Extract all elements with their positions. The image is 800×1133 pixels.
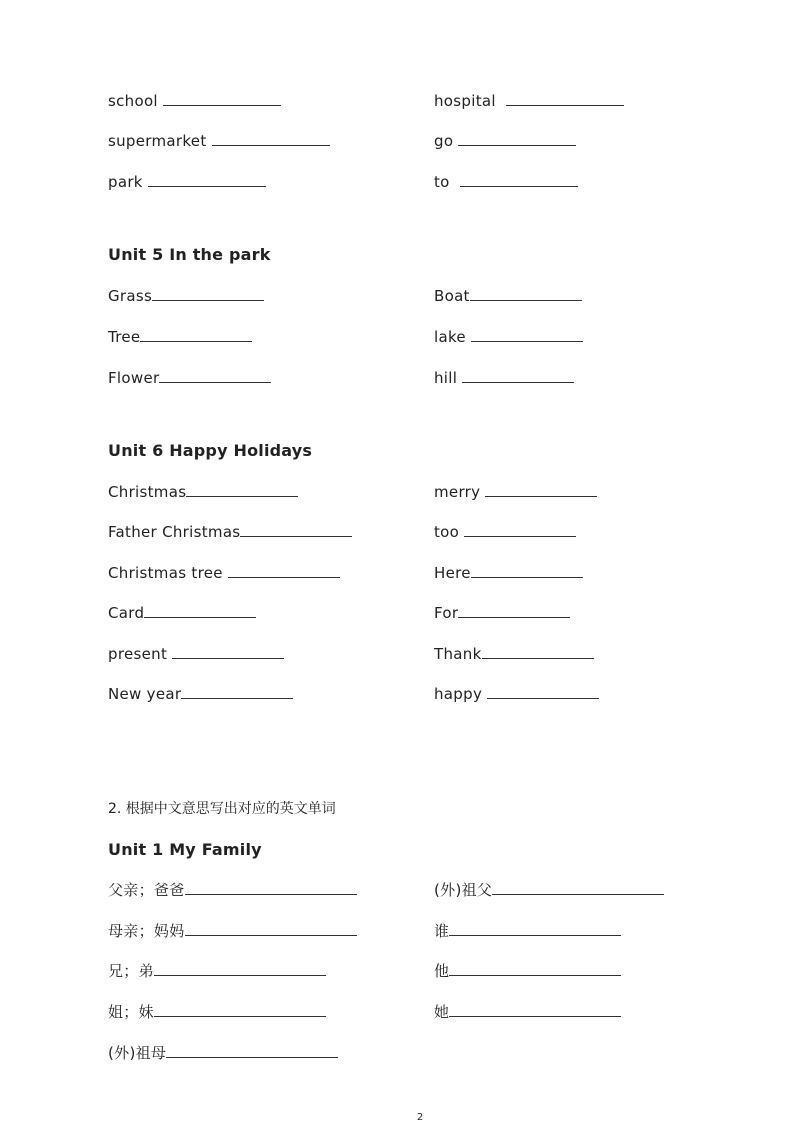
word-label: Grass — [108, 287, 153, 305]
word-item-school — [108, 91, 281, 111]
word-label: go — [434, 132, 454, 150]
answer-blank[interactable] — [470, 299, 582, 301]
answer-blank[interactable] — [181, 697, 293, 699]
word-item-father-christmas — [108, 522, 352, 542]
answer-blank[interactable] — [140, 340, 252, 342]
word-label: to — [434, 173, 450, 191]
answer-blank[interactable] — [482, 657, 594, 659]
answer-blank[interactable] — [185, 893, 357, 895]
word-label: (外)祖母 — [108, 1044, 167, 1062]
answer-blank[interactable] — [471, 340, 583, 342]
unit6-heading: Unit 6 Happy Holidays — [108, 441, 313, 460]
unit5-heading: Unit 5 In the park — [108, 245, 271, 264]
word-item-father — [108, 880, 357, 900]
word-label: 他 — [434, 962, 450, 980]
word-item-hospital — [434, 91, 624, 111]
word-label: merry — [434, 483, 481, 501]
word-item-card — [108, 603, 256, 623]
word-item-boat — [434, 286, 582, 306]
word-item-for — [434, 603, 570, 623]
word-item-grandmother — [108, 1043, 338, 1063]
answer-blank[interactable] — [506, 104, 624, 106]
answer-blank[interactable] — [492, 893, 664, 895]
answer-blank[interactable] — [449, 934, 621, 936]
answer-blank[interactable] — [464, 535, 576, 537]
answer-blank[interactable] — [240, 535, 352, 537]
word-item-who — [434, 921, 621, 941]
answer-blank[interactable] — [462, 381, 574, 383]
word-item-tree — [108, 327, 252, 347]
word-label: New year — [108, 685, 182, 703]
word-label: hospital — [434, 92, 496, 110]
word-label: lake — [434, 328, 466, 346]
answer-blank[interactable] — [152, 299, 264, 301]
answer-blank[interactable] — [185, 934, 357, 936]
word-label: park — [108, 173, 143, 191]
word-item-present — [108, 644, 284, 664]
word-label: Card — [108, 604, 145, 622]
word-label: Here — [434, 564, 471, 582]
word-item-brother — [108, 961, 326, 981]
word-label: Tree — [108, 328, 141, 346]
word-label: happy — [434, 685, 483, 703]
word-item-too — [434, 522, 576, 542]
word-label: school — [108, 92, 158, 110]
word-label: too — [434, 523, 460, 541]
answer-blank[interactable] — [154, 974, 326, 976]
answer-blank[interactable] — [154, 1015, 326, 1017]
word-item-to — [434, 172, 578, 192]
answer-blank[interactable] — [460, 185, 578, 187]
word-label: Boat — [434, 287, 470, 305]
answer-blank[interactable] — [449, 1015, 621, 1017]
answer-blank[interactable] — [471, 576, 583, 578]
word-label: Christmas — [108, 483, 187, 501]
answer-blank[interactable] — [228, 576, 340, 578]
word-item-merry — [434, 482, 597, 502]
word-label: Christmas tree — [108, 564, 223, 582]
word-item-christmas-tree — [108, 563, 340, 583]
word-item-happy — [434, 684, 599, 704]
answer-blank[interactable] — [159, 381, 271, 383]
word-item-she — [434, 1002, 621, 1022]
answer-blank[interactable] — [212, 144, 330, 146]
word-label: Thank — [434, 645, 482, 663]
answer-blank[interactable] — [148, 185, 266, 187]
unit1-heading: Unit 1 My Family — [108, 840, 262, 859]
word-item-supermarket — [108, 131, 330, 151]
word-item-here — [434, 563, 583, 583]
word-label: hill — [434, 369, 458, 387]
section2-instruction: 2. 根据中文意思写出对应的英文单词 — [108, 801, 336, 817]
word-item-mother — [108, 921, 357, 941]
word-label: present — [108, 645, 168, 663]
word-item-grandfather — [434, 880, 664, 900]
word-item-christmas — [108, 482, 298, 502]
word-item-lake — [434, 327, 583, 347]
word-item-thank — [434, 644, 594, 664]
answer-blank[interactable] — [485, 495, 597, 497]
answer-blank[interactable] — [458, 144, 576, 146]
word-label: 兄；弟 — [108, 962, 154, 980]
answer-blank[interactable] — [144, 616, 256, 618]
word-item-grass — [108, 286, 264, 306]
word-label: Flower — [108, 369, 160, 387]
word-label: Father Christmas — [108, 523, 241, 541]
word-label: 母亲；妈妈 — [108, 922, 185, 940]
word-label: 她 — [434, 1003, 450, 1021]
answer-blank[interactable] — [166, 1056, 338, 1058]
answer-blank[interactable] — [172, 657, 284, 659]
answer-blank[interactable] — [186, 495, 298, 497]
word-item-park — [108, 172, 266, 192]
word-label: (外)祖父 — [434, 881, 493, 899]
word-label: supermarket — [108, 132, 207, 150]
answer-blank[interactable] — [487, 697, 599, 699]
word-label: For — [434, 604, 459, 622]
word-item-sister — [108, 1002, 326, 1022]
word-label: 谁 — [434, 922, 450, 940]
answer-blank[interactable] — [163, 104, 281, 106]
answer-blank[interactable] — [449, 974, 621, 976]
answer-blank[interactable] — [458, 616, 570, 618]
word-label: 姐；妹 — [108, 1003, 154, 1021]
word-item-go — [434, 131, 576, 151]
word-item-hill — [434, 368, 574, 388]
word-item-he — [434, 961, 621, 981]
word-item-flower — [108, 368, 271, 388]
page-number: 2 — [416, 1112, 424, 1123]
word-item-new-year — [108, 684, 293, 704]
word-label: 父亲；爸爸 — [108, 881, 185, 899]
